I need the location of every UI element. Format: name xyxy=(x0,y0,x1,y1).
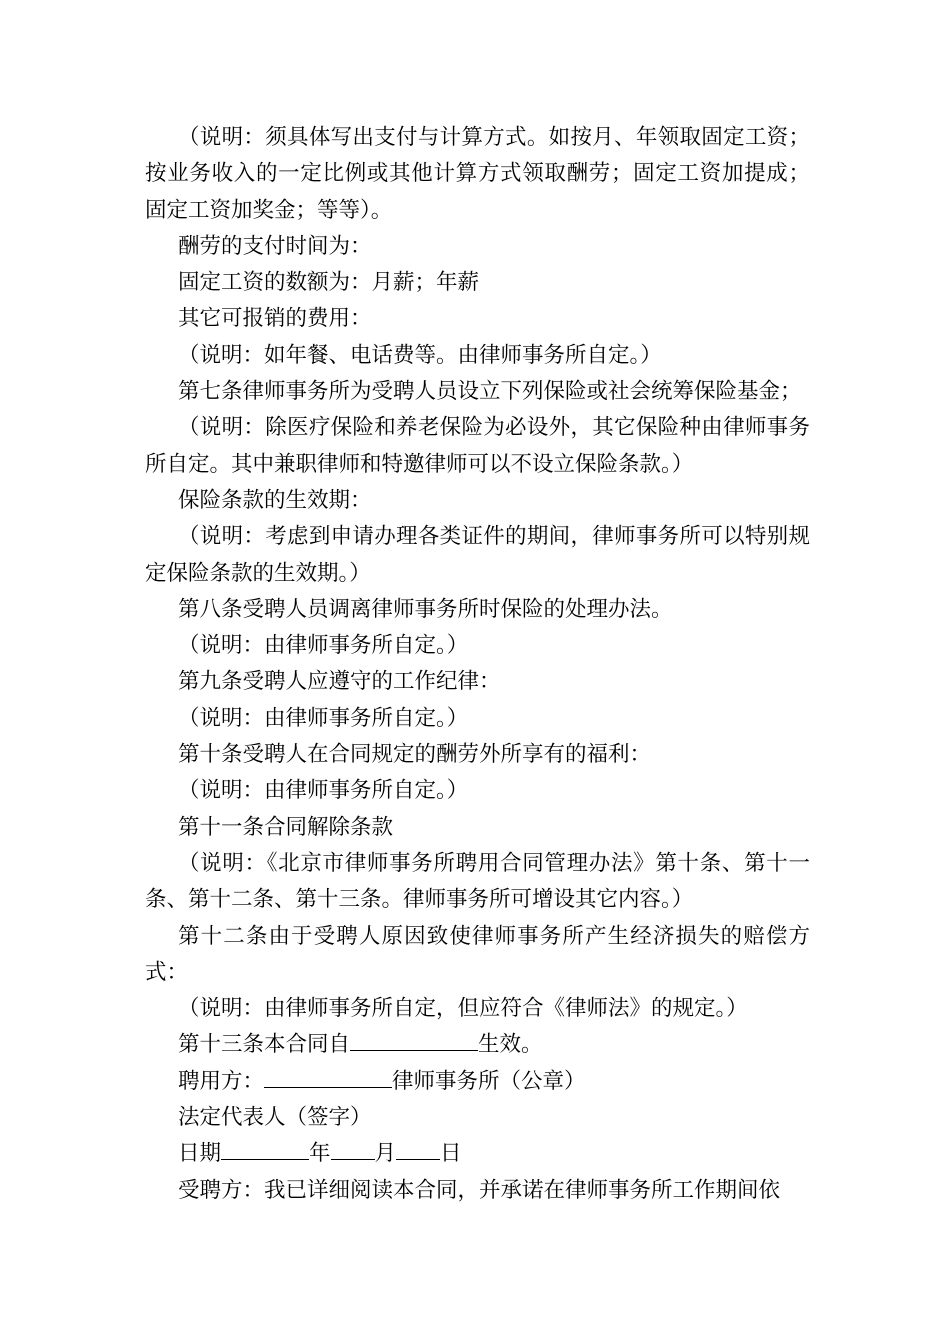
paragraph-article-10-note: （说明：由律师事务所自定。） xyxy=(178,778,469,804)
effective-prefix: 第十三条本合同自 xyxy=(178,1032,351,1058)
effective-date-blank[interactable] xyxy=(350,1028,478,1051)
paragraph-insurance-note: （说明：除医疗保险和养老保险为必设外，其它保险种由律师事务所自定。其中兼职律师和特邀律师可以不设立保险条款。） xyxy=(145,415,810,477)
document-body xyxy=(145,120,810,1209)
paragraph-date xyxy=(145,1136,810,1172)
paragraph-article-11-note: （说明：《北京市律师事务所聘用合同管理办法》第十条、第十一条、第十二条、第十三条。律师事务所可增设其它内容。） xyxy=(145,850,810,913)
paragraph-article-9: 第九条受聘人应遵守的工作纪律： xyxy=(178,669,501,695)
employer-name-blank[interactable] xyxy=(264,1065,392,1088)
date-year-label: 年 xyxy=(309,1141,331,1167)
date-month-blank[interactable] xyxy=(331,1137,375,1160)
paragraph-fixed-salary: 固定工资的数额为：月薪；年薪 xyxy=(178,270,480,296)
date-month-label: 月 xyxy=(374,1141,397,1167)
employer-suffix: 律师事务所（公章） xyxy=(392,1068,586,1094)
date-year-blank[interactable] xyxy=(221,1137,309,1160)
paragraph-expenses-note: （说明：如年餐、电话费等。由律师事务所自定。） xyxy=(178,342,662,368)
paragraph-article-12: 第十二条由于受聘人原因致使律师事务所产生经济损失的赔偿方式： xyxy=(145,923,810,985)
paragraph-employer xyxy=(145,1064,810,1100)
paragraph-payment-time: 酬劳的支付时间为： xyxy=(178,233,372,259)
paragraph-payment-note: （说明：须具体写出支付与计算方式。如按月、年领取固定工资；按业务收入的一定比例或其他计算方式领取酬劳；固定工资加提成；固定工资加奖金；等等）。 xyxy=(145,125,810,223)
paragraph-article-8: 第八条受聘人员调离律师事务所时保险的处理办法。 xyxy=(178,596,673,622)
effective-suffix: 生效。 xyxy=(478,1032,543,1058)
date-day-blank[interactable] xyxy=(396,1137,440,1160)
paragraph-insurance-effective: 保险条款的生效期： xyxy=(178,487,372,513)
paragraph-article-12-note: （说明：由律师事务所自定，但应符合《律师法》的规定。） xyxy=(178,996,748,1022)
paragraph-article-13 xyxy=(145,1027,810,1063)
paragraph-article-9-note: （说明：由律师事务所自定。） xyxy=(178,705,469,731)
paragraph-article-8-note: （说明：由律师事务所自定。） xyxy=(178,633,469,659)
paragraph-article-7: 第七条律师事务所为受聘人员设立下列保险或社会统筹保险基金； xyxy=(178,379,802,405)
paragraph-insurance-effective-note: （说明：考虑到申请办理各类证件的期间，律师事务所可以特别规定保险条款的生效期。） xyxy=(145,524,810,586)
paragraph-reimbursable-expenses: 其它可报销的费用： xyxy=(178,306,372,332)
paragraph-article-10: 第十条受聘人在合同规定的酬劳外所享有的福利： xyxy=(178,742,652,768)
paragraph-representative: 法定代表人（签字） xyxy=(178,1105,372,1131)
paragraph-employee: 受聘方：我已详细阅读本合同，并承诺在律师事务所工作期间依 xyxy=(178,1177,781,1203)
paragraph-article-11: 第十一条合同解除条款 xyxy=(178,814,394,840)
employer-prefix: 聘用方： xyxy=(178,1068,265,1094)
date-day-label: 日 xyxy=(440,1141,462,1167)
date-prefix: 日期 xyxy=(178,1141,222,1167)
